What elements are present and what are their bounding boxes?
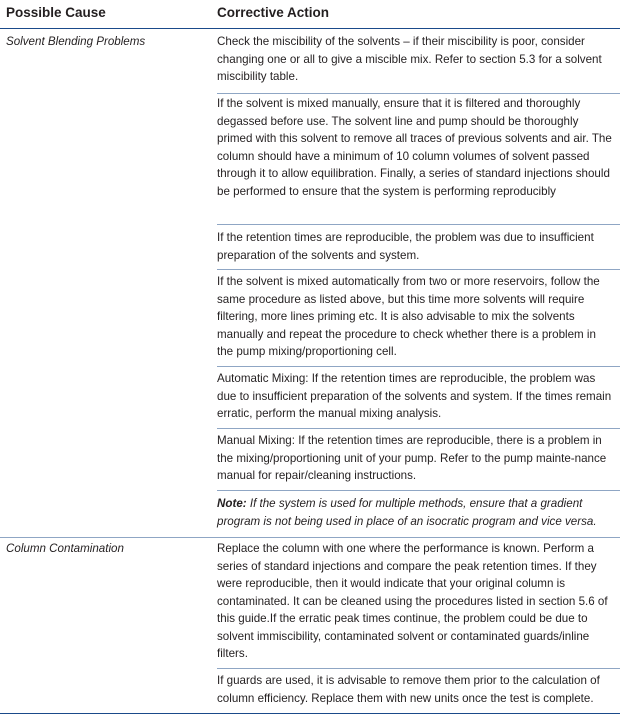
- row-divider: [217, 490, 620, 491]
- action-miscibility: Check the miscibility of the solvents – if their miscibility is poor, consider changing one or all to give a miscible mix. Refer to section 5.3 for a solvent miscibility table.: [217, 35, 602, 83]
- action-automatic-mixing-result: Automatic Mixing: If the retention times are reproducible, the problem was due to insufficient preparation of the solvents and system. If the times remain erratic, perform the manual mixing analysis.: [217, 372, 612, 420]
- row-divider: [217, 269, 620, 270]
- cause-solvent-blending: Solvent Blending Problems: [6, 35, 146, 48]
- header-possible-cause: Possible Cause: [6, 5, 106, 20]
- action-guards: If guards are used, it is advisable to remove them prior to the calculation of column efficiency. Replace them with new units once the test is complete.: [217, 674, 600, 705]
- row-divider: [217, 366, 620, 367]
- section-divider: [0, 537, 620, 538]
- cause-column-contamination: Column Contamination: [6, 542, 124, 555]
- note-text: If the system is used for multiple methods, ensure that a gradient program is not being used in place of an isocratic program and vice versa.: [217, 497, 597, 528]
- row-divider: [217, 93, 620, 94]
- table-header: [0, 0, 620, 29]
- table-bottom-rule: [0, 713, 620, 714]
- action-reproducible-result: If the retention times are reproducible, the problem was due to insufficient preparation of the solvents and system.: [217, 231, 594, 262]
- row-divider: [217, 428, 620, 429]
- action-manual-mixing-result: Manual Mixing: If the retention times are reproducible, there is a problem in the mixing/proportioning unit of your pump. Refer to the pump mainte-nance manual for repair/cleaning instructions.: [217, 434, 607, 482]
- note: [217, 495, 615, 530]
- row-divider: [217, 224, 620, 225]
- action-automatic-mixing-procedure: If the solvent is mixed automatically from two or more reservoirs, follow the same procedure as listed above, but this time more solvents will require filtering, more lines priming etc. It is also advisable to mix the solvents manually and repeat the procedure to check whether there is a problem in the pump mixing/proportioning cell.: [217, 275, 600, 358]
- action-replace-column: Replace the column with one where the performance is known. Perform a series of standard injections and compare the peak retention times. If they were reproducible, then it would indicate that your original column is contaminated. It can be cleaned using the procedures listed in section 5.6 of this guide.If the erratic peak times continue, the problem could be due to solvent immiscibility, contaminated solvent or contaminated guards/inline filters.: [217, 542, 608, 660]
- action-manual-mixing-procedure: If the solvent is mixed manually, ensure that it is filtered and thoroughly degassed before use. The solvent line and pump should be thoroughly primed with this solvent to remove all traces of previous solvents and air. The column should have a minimum of 10 column volumes of solvent passed through it to allow equilibration. Finally, a series of standard injections should be performed to ensure that the system is performing reproducibly: [217, 97, 612, 198]
- row-divider: [217, 668, 620, 669]
- note-label: Note:: [217, 497, 247, 510]
- header-corrective-action: Corrective Action: [217, 5, 330, 20]
